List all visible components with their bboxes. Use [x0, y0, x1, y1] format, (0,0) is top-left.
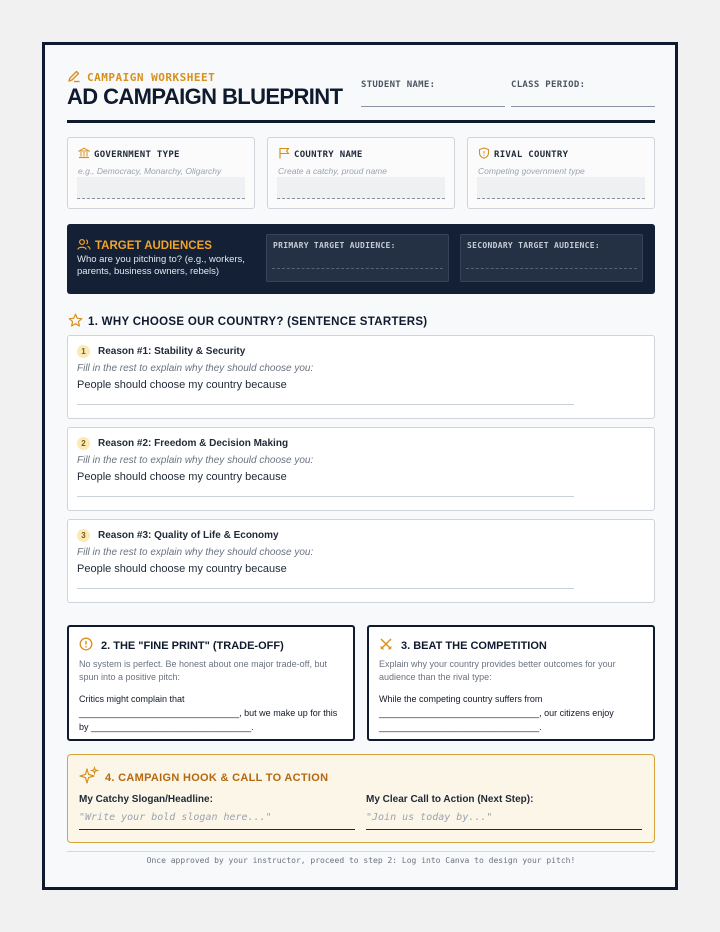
- fine-print-card: [67, 625, 355, 741]
- alert-circle-icon: [79, 637, 93, 654]
- government-type-box[interactable]: [67, 137, 255, 209]
- student-name-field[interactable]: [361, 80, 505, 107]
- footer-note: Once approved by your instructor, proceed to step 2: Log into Canva to design your pitch!: [67, 851, 655, 865]
- country-name-label: COUNTRY NAME: [294, 149, 363, 160]
- reason-answer-line[interactable]: [77, 404, 574, 405]
- section-1-title: 1. WHY CHOOSE OUR COUNTRY? (SENTENCE STARTERS): [88, 316, 428, 328]
- reason-title: Reason #2: Freedom & Decision Making: [98, 438, 289, 449]
- sparkles-icon: [79, 766, 99, 789]
- worksheet-page: [42, 42, 678, 890]
- call-to-action-input[interactable]: "Join us today by...": [366, 812, 642, 830]
- slogan-label: My Catchy Slogan/Headline:: [79, 794, 213, 805]
- competition-fill-in[interactable]: While the competing country suffers from ________________________________, our citizens enjoy ________________________________.: [379, 694, 614, 732]
- target-audiences-description: Who are you pitching to? (e.g., workers, parents, business owners, rebels): [77, 254, 245, 277]
- building-icon: [78, 147, 90, 162]
- reason-answer-line[interactable]: [77, 588, 574, 589]
- secondary-audience-line: [466, 268, 637, 269]
- call-to-action-label: My Clear Call to Action (Next Step):: [366, 794, 534, 805]
- country-name-hint: Create a catchy, proud name: [278, 166, 387, 176]
- reason-sentence-starter: People should choose my country because: [77, 471, 287, 483]
- competition-description: Explain why your country provides better outcomes for your audience than the rival type:: [379, 659, 616, 682]
- government-type-label: GOVERNMENT TYPE: [94, 149, 180, 160]
- campaign-hook-heading: [79, 766, 328, 789]
- kicker-label: CAMPAIGN WORKSHEET: [87, 71, 216, 84]
- target-audiences-title: TARGET AUDIENCES: [95, 240, 212, 252]
- fine-print-title: 2. THE "FINE PRINT" (TRADE-OFF): [101, 639, 284, 652]
- page-title: AD CAMPAIGN BLUEPRINT: [67, 84, 343, 109]
- reason-card: [67, 335, 655, 419]
- call-to-action-field[interactable]: [366, 794, 642, 830]
- reason-instruction: Fill in the rest to explain why they should choose you:: [77, 363, 314, 374]
- class-period-field[interactable]: [511, 80, 655, 107]
- country-name-input[interactable]: [277, 177, 445, 199]
- section-1-heading: [68, 313, 427, 331]
- target-audiences-panel: [67, 224, 655, 294]
- competition-card: [367, 625, 655, 741]
- student-name-line[interactable]: [361, 106, 505, 107]
- reason-card: [67, 427, 655, 511]
- primary-audience-label: PRIMARY TARGET AUDIENCE:: [273, 241, 396, 250]
- reason-number-badge: 2: [77, 437, 90, 450]
- country-name-box[interactable]: [267, 137, 455, 209]
- secondary-audience-label: SECONDARY TARGET AUDIENCE:: [467, 241, 601, 250]
- campaign-hook-title: 4. CAMPAIGN HOOK & CALL TO ACTION: [105, 771, 329, 784]
- primary-audience-line: [272, 268, 443, 269]
- users-icon: [77, 238, 91, 254]
- reason-sentence-starter: People should choose my country because: [77, 563, 287, 575]
- reason-sentence-starter: People should choose my country because: [77, 379, 287, 391]
- target-audiences-heading: [77, 238, 212, 254]
- slogan-input[interactable]: "Write your bold slogan here...": [79, 812, 355, 830]
- rival-country-label: RIVAL COUNTRY: [494, 149, 569, 160]
- reason-instruction: Fill in the rest to explain why they should choose you:: [77, 455, 314, 466]
- competition-title: 3. BEAT THE COMPETITION: [401, 639, 547, 652]
- crossed-swords-icon: [379, 637, 393, 654]
- reason-instruction: Fill in the rest to explain why they should choose you:: [77, 547, 314, 558]
- worksheet-header: [67, 67, 655, 123]
- rival-country-hint: Competing government type: [478, 166, 585, 176]
- secondary-audience-input[interactable]: [460, 234, 643, 282]
- student-name-label: STUDENT NAME:: [361, 80, 436, 90]
- reason-answer-line[interactable]: [77, 496, 574, 497]
- fine-print-fill-in[interactable]: Critics might complain that ________________________________, but we make up for this by ________________________________.: [79, 694, 338, 732]
- campaign-hook-panel: [67, 754, 655, 843]
- star-icon: [68, 313, 83, 331]
- flag-icon: [278, 147, 290, 162]
- primary-audience-input[interactable]: [266, 234, 449, 282]
- class-period-label: CLASS PERIOD:: [511, 80, 586, 90]
- reason-title: Reason #1: Stability & Security: [98, 346, 246, 357]
- government-type-hint: e.g., Democracy, Monarchy, Oligarchy: [78, 166, 222, 176]
- reason-number-badge: 1: [77, 345, 90, 358]
- reason-title: Reason #3: Quality of Life & Economy: [98, 530, 279, 541]
- rival-country-box[interactable]: [467, 137, 655, 209]
- fine-print-description: No system is perfect. Be honest about one major trade-off, but spun into a positive pitch:: [79, 659, 327, 682]
- slogan-field[interactable]: [79, 794, 355, 830]
- government-type-input[interactable]: [77, 177, 245, 199]
- reason-number-badge: 3: [77, 529, 90, 542]
- shield-icon: [478, 147, 490, 162]
- reason-card: [67, 519, 655, 603]
- class-period-line[interactable]: [511, 106, 655, 107]
- rival-country-input[interactable]: [477, 177, 645, 199]
